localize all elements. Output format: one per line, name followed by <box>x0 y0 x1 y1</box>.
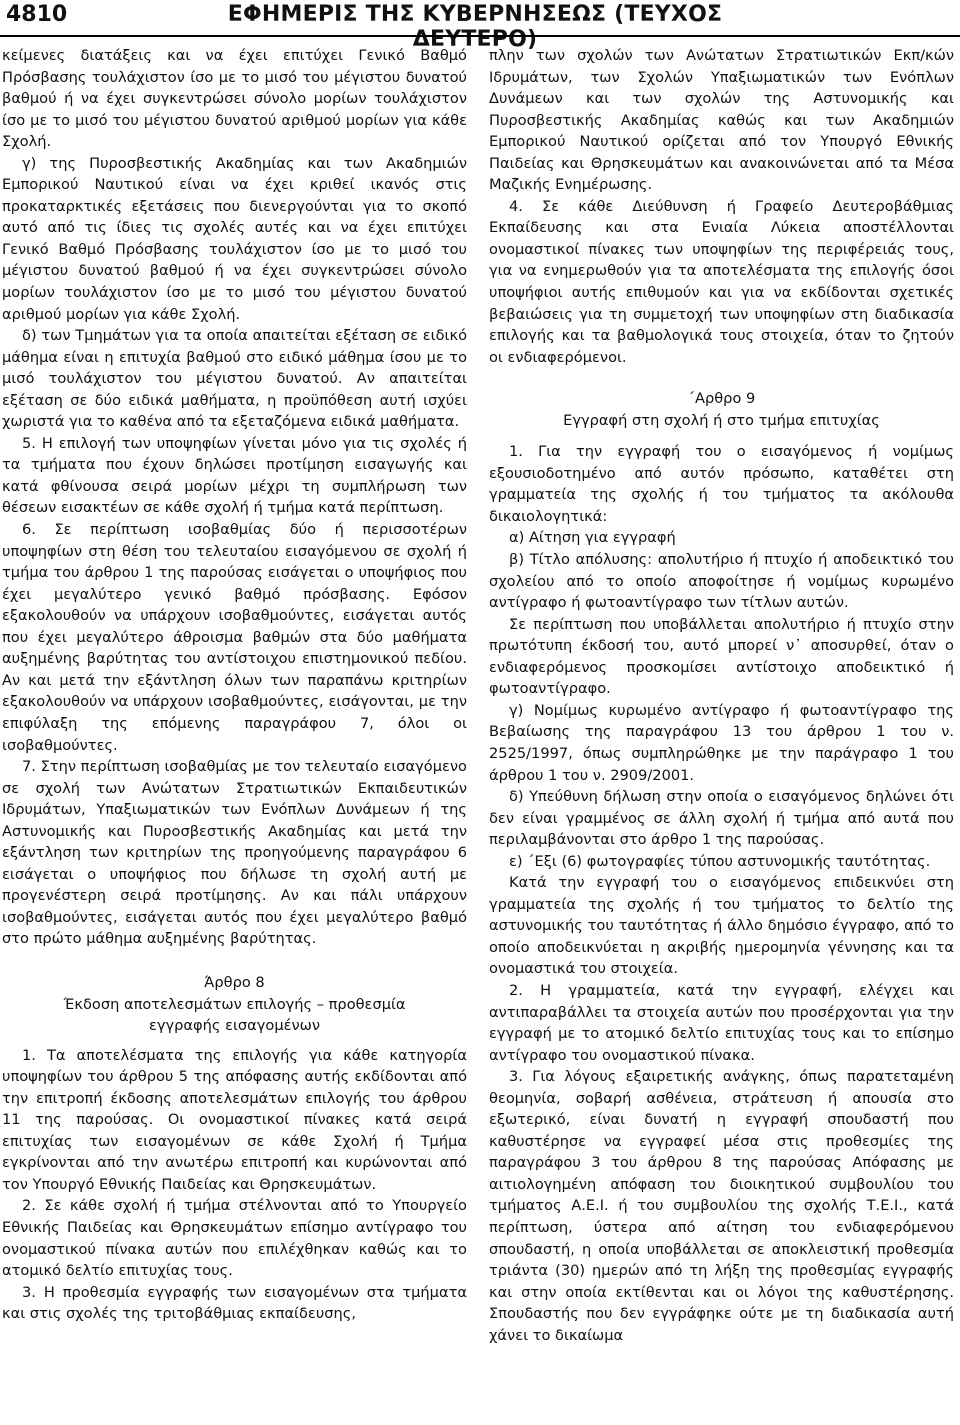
article-9-number: ΄Αρθρο 9 <box>687 390 756 408</box>
paragraph: πλην των σχολών των Ανώτατων Στρατιωτικών Εκπ/κών Ιδρυμάτων, των Σχολών Υπαξιωματικών των Ενόπλων Δυνάμεων και των σχολών της Αστυνομικής και Πυροσβεστικής Ακαδημίας καθώς και των Ακαδημιών Εμπορικού Ναυτικού ορίζεται από τον Υπουργό Εθνικής Παιδείας και Θρησκευμάτων και ανακοινώνεται από τα Μέσα Μαζικής Ενημέρωσης. <box>489 47 954 194</box>
paragraph: Σε περίπτωση που υποβάλλεται απολυτήριο ή πτυχίο στην πρωτότυπη έκδοσή του, αυτό μπορεί ν᾽ αποσυρθεί, όταν ο ενδιαφερόμενος προσκομίσει αντίστοιχο αποδεικτικό ή φωτοαντίγραφο. <box>489 615 954 698</box>
paragraph: 5. Η επιλογή των υποψηφίων γίνεται μόνο για τις σχολές ή τα τμήματα που έχουν δηλώσει προτίμηση εισαγωγής και κατά φθίνουσα σειρά μορίων μέχρι τη συμπλήρωση των θέσεων εισακτέων σε κάθε σχολή ή τμήμα κατά περίπτωση. <box>2 434 467 517</box>
paragraph: 1. Για την εγγραφή του ο εισαγόμενος ή νομίμως εξουσιοδοτημένο από αυτόν πρόσωπο, καταθέτει στη γραμματεία της σχολής ή του τμήματος τα ακόλουθα δικαιολογητικά: <box>489 443 954 525</box>
article-8-title: Έκδοση αποτελεσμάτων επιλογής – προθεσμία εγγραφής εισαγομένων <box>63 995 406 1035</box>
paragraph: κείμενες διατάξεις και να έχει επιτύχει Γενικό Βαθμό Πρόσβασης τουλάχιστον ίσο με το μισό του μέγιστου δυνατού βαθμού ή να έχει συγκεντρώσει σύνολο μορίων τουλάχιστον ίσο με το μισό του μέγιστου δυνατού αριθμού μορίων για κάθε Σχολή. <box>2 47 467 151</box>
paragraph: 2. Η γραμματεία, κατά την εγγραφή, ελέγχει και αντιπαραβάλλει τα στοιχεία αυτών που προσέρχονται για την εγγραφή με το ατομικό δελτίο επιτυχίας τους και το επίσημο αντίγραφο του ονομαστικού πίνακα. <box>489 981 954 1064</box>
paragraph: β) Τίτλο απόλυσης: απολυτήριο ή πτυχίο ή αποδεικτικό του σχολείου από το οποίο αποφοίτησε ή νομίμως κυρωμένο αντίγραφο ή φωτοαντίγραφο των τίτλων αυτών. <box>489 551 954 612</box>
paragraph: 4. Σε κάθε Διεύθυνση ή Γραφείο Δευτεροβάθμιας Εκπαίδευσης και στα Ενιαία Λύκεια αποστέλλονται ονομαστικοί πίνακες των υποψηφίων της περιφέρειάς τους, για να ενημερωθούν για τα αποτελέσματα της επιλογής όσοι υποψήφιοι αυτής επιθυμούν και για να εκδίδονται σχετικές βεβαιώσεις για τη συμμετοχή των υποψηφίων στη διαδικασία επιλογής και τα βαθμολογικά τους στοιχεία, όταν το ζητούν οι ενδιαφερόμενοι. <box>489 197 954 366</box>
article-8-number: Άρθρο 8 <box>204 973 265 991</box>
left-column <box>2 45 467 1325</box>
paragraph: 1. Τα αποτελέσματα της επιλογής για κάθε κατηγορία υποψηφίων του άρθρου 5 της απόφασης αυτής εκδίδονται από την επιτροπή έκδοσης αποτελεσμάτων επιλογής του άρθρου 11 της παρούσας. Οι ονομαστικοί πίνακες κατά σειρά επιτυχίας των εισαγομένων σε κάθε Σχολή ή Τμήμα εγκρίνονται από την ανωτέρω επιτροπή και κυρώνονται από τον Υπουργό Εθνικής Παιδείας και Θρησκευμάτων. <box>2 1046 467 1193</box>
paragraph: ε) ΄Εξι (6) φωτογραφίες τύπου αστυνομικής ταυτότητας. <box>509 852 931 870</box>
article-9-title: Εγγραφή στη σχολή ή στο τμήμα επιτυχίας <box>563 411 880 429</box>
header-rule <box>0 35 960 37</box>
paragraph: δ) των Τμημάτων για τα οποία απαιτείται εξέταση σε ειδικό μάθημα είναι η επιτυχία βαθμού στο ειδικό μάθημα ίσου με το μισό τουλάχιστον του μέγιστου δυνατού. Αν απαιτείται εξέταση σε δύο ειδικά μαθήματα, η προϋπόθεση αυτή ισχύει χωριστά για το καθένα από τα εξεταζόμενα ειδικά μαθήματα. <box>2 327 467 431</box>
paragraph: γ) Νομίμως κυρωμένο αντίγραφο ή φωτοαντίγραφο της Βεβαίωσης της παραγράφου 13 του άρθρου 1 του ν. 2525/1997, όπως συμπληρώθηκε με την παράγραφο 1 του άρθρου 1 του ν. 2909/2001. <box>489 701 954 784</box>
paragraph: 7. Στην περίπτωση ισοβαθμίας με τον τελευταίο εισαγόμενο σε σχολή των Ανώτατων Στρατιωτικών Εκπαιδευτικών Ιδρυμάτων, Υπαξιωματικών των Ενόπλων Δυνάμεων ή της Αστυνομικής και Πυροσβεστικής Ακαδημίας και μετά την εξάντληση των κριτηρίων της προηγούμενης παραγράφου 6 εισάγεται ο υποψήφιος που δήλωσε τη σχολή αυτή με προγενέστερη σειρά προτίμησης. Αν και πάλι υπάρχουν ισοβαθμούντες, εισάγεται αυτός που έχει μεγαλύτερο βαθμό στο πρώτο μάθημα αυξημένης βαρύτητας. <box>2 758 467 948</box>
paragraph: δ) Υπεύθυνη δήλωση στην οποία ο εισαγόμενος δηλώνει ότι δεν είναι γραμμένος σε άλλη σχολή ή τμήμα από αυτά που περιλαμβάνονται στο άρθρο 1 της παρούσας. <box>489 788 954 849</box>
paragraph: 6. Σε περίπτωση ισοβαθμίας δύο ή περισσοτέρων υποψηφίων στη θέση του τελευταίου εισαγόμενου σε σχολή ή τμήμα του άρθρου 1 της παρούσας εισάγεται ο υποψήφιος που έχει μεγαλύτερο γενικό βαθμό πρόσβασης. Εφόσον εξακολουθούν να υπάρχουν ισοβαθμούντες, εισάγεται αυτός που έχει μεγαλύτερο άθροισμα βαθμών στα δύο μαθήματα αυξημένης βαρύτητας του αντίστοιχου επιστημονικού πεδίου. Αν και μετά την εξάντληση όλων των παραπάνω κριτηρίων εξακολουθούν να υπάρχουν ισοβαθμούντες, εισάγονται, με την επιφύλαξη της επόμενης παραγράφου 7, όλοι οι ισοβαθμούντες. <box>2 521 467 754</box>
page-number: 4810 <box>6 2 68 27</box>
paragraph: Κατά την εγγραφή του ο εισαγόμενος επιδεικνύει στη γραμματεία της σχολής ή του τμήματος το δελτίο της αστυνομικής του ταυτότητας ή άλλο δημόσιο έγγραφο, από το οποίο αποδεικνύεται η ακριβής ημερομηνία γέννησης και τα ονομαστικά του στοιχεία. <box>489 874 954 978</box>
right-column <box>489 45 954 1346</box>
page-header <box>0 0 960 52</box>
paragraph: 3. Η προθεσμία εγγραφής των εισαγομένων στα τμήματα και στις σχολές της τριτοβάθμιας εκπαίδευσης, <box>2 1283 467 1323</box>
paragraph: 3. Για λόγους εξαιρετικής ανάγκης, όπως παρατεταμένη θεομηνία, σοβαρή ασθένεια, στράτευση ή απουσία στο εξωτερικό, είναι δυνατή η εγγραφή σπουδαστή που καθυστέρησε να εγγραφεί μέσα στις προθεσμίες της παραγράφου 3 του άρθρου 8 της παρούσας Απόφασης με αιτιολογημένη απόφαση του διοικητικού συμβουλίου του τμήματος Α.Ε.Ι. ή του συμβουλίου της σχολής Τ.Ε.Ι., κατά περίπτωση, ύστερα από αίτηση του ενδιαφερόμενου σπουδαστή, η οποία υποβάλλεται σε αποκλειστική προθεσμία τριάντα (30) ημερών από τη λήξη της προθεσμίας εγγραφής και στην οποία εκτίθενται και οι λόγοι της καθυστέρησης. Σπουδαστής που δεν εγγράφηκε ούτε με τη διαδικασία αυτή χάνει το δικαίωμα <box>489 1068 954 1344</box>
paragraph: γ) της Πυροσβεστικής Ακαδημίας και των Ακαδημιών Εμπορικού Ναυτικού είναι να έχει κριθεί ικανός στις προκαταρκτικές εξετάσεις που διενεργούνται για το σκοπό αυτό από τις ίδιες τις σχολές αυτές και να έχει επιτύχει Γενικό Βαθμό Πρόσβασης τουλάχιστον ίσο με το μισό του μέγιστου δυνατού βαθμού ή να έχει συγκεντρώσει σύνολο μορίων τουλάχιστον ίσο με το μισό του μέγιστου δυνατού αριθμού μορίων για κάθε Σχολή. <box>2 154 467 323</box>
paragraph: α) Αίτηση για εγγραφή <box>509 529 676 547</box>
journal-title: ΕΦΗΜΕΡΙΣ ΤΗΣ ΚΥΒΕΡΝΗΣΕΩΣ (ΤΕΥΧΟΣ ΔΕΥΤΕΡΟ) <box>227 2 723 52</box>
paragraph: 2. Σε κάθε σχολή ή τμήμα στέλνονται από το Υπουργείο Εθνικής Παιδείας και Θρησκευμάτων επίσημο αντίγραφο του ονομαστικού πίνακα αυτών που επιλέχθηκαν καθώς και το ατομικό δελτίο επιτυχίας τους. <box>2 1197 467 1280</box>
